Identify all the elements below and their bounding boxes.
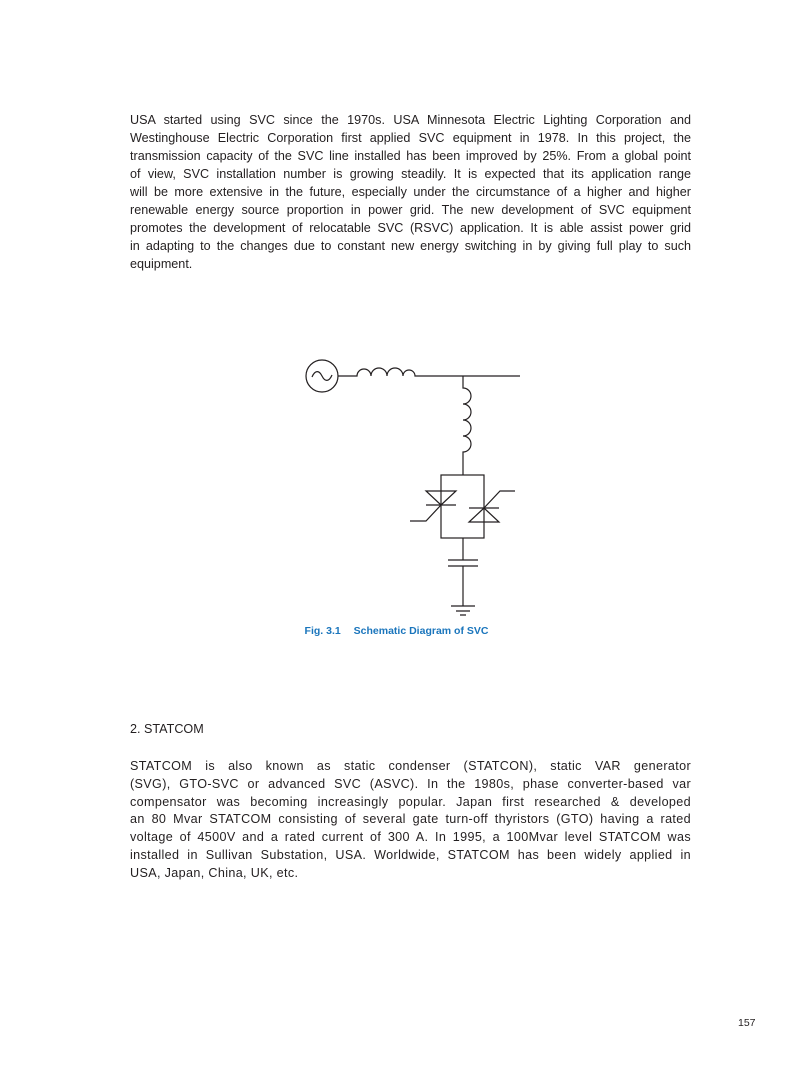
- text-line: equipment.: [130, 257, 193, 271]
- text-line: STATCOM is also known as static condenser (STATCON), static VAR generator: [130, 759, 691, 773]
- ground-icon: [451, 606, 475, 615]
- page-number: 157: [738, 1017, 756, 1029]
- thyristor-right-icon: [469, 491, 515, 522]
- text-line: promotes the development of relocatable SVC (RSVC) application. It is able assist power grid: [130, 221, 691, 235]
- figure-title: Schematic Diagram of SVC: [353, 625, 489, 637]
- text-line: (SVG), GTO-SVC or advanced SVC (ASVC). In the 1980s, phase converter-based var: [130, 776, 691, 791]
- ac-source-tilde: [312, 372, 332, 381]
- figure-caption: [0, 625, 793, 637]
- text-line: will be more extensive in the future, especially under the circumstance of a higher and higher: [130, 185, 691, 199]
- paragraph-statcom: [130, 758, 691, 883]
- text-line: renewable energy source proportion in power grid. The new development of SVC equipment: [130, 203, 691, 217]
- figure-number: Fig. 3.1: [304, 625, 341, 637]
- thyristor-valve-box: [441, 475, 484, 538]
- line-inductor: [338, 368, 520, 376]
- text-line: Westinghouse Electric Corporation first applied SVC equipment in 1978. In this project, the: [130, 131, 691, 145]
- thyristor-left-icon: [410, 491, 456, 521]
- text-line: transmission capacity of the SVC line installed has been improved by 25%. From a global point: [130, 149, 691, 163]
- text-line: in adapting to the changes due to constant new energy switching in by giving full play to such: [130, 239, 691, 253]
- section-heading: 2. STATCOM: [130, 722, 204, 736]
- text-line: of view, SVC installation number is growing steadily. It is expected that its application range: [130, 167, 691, 181]
- text-line: compensator was becoming increasingly popular. Japan first researched & developed: [130, 794, 691, 809]
- shunt-inductor: [463, 376, 471, 475]
- text-line: installed in Sullivan Substation, USA. Worldwide, STATCOM has been widely applied in: [130, 847, 691, 862]
- text-line: USA, Japan, China, UK, etc.: [130, 865, 299, 880]
- text-line: voltage of 4500V and a rated current of 300 A. In 1995, a 100Mvar level STATCOM was: [130, 830, 691, 845]
- capacitor-icon: [448, 538, 478, 606]
- text-line: an 80 Mvar STATCOM consisting of several gate turn-off thyristors (GTO) having a rated: [130, 812, 691, 827]
- text-line: USA started using SVC since the 1970s. USA Minnesota Electric Lighting Corporation and: [130, 113, 691, 127]
